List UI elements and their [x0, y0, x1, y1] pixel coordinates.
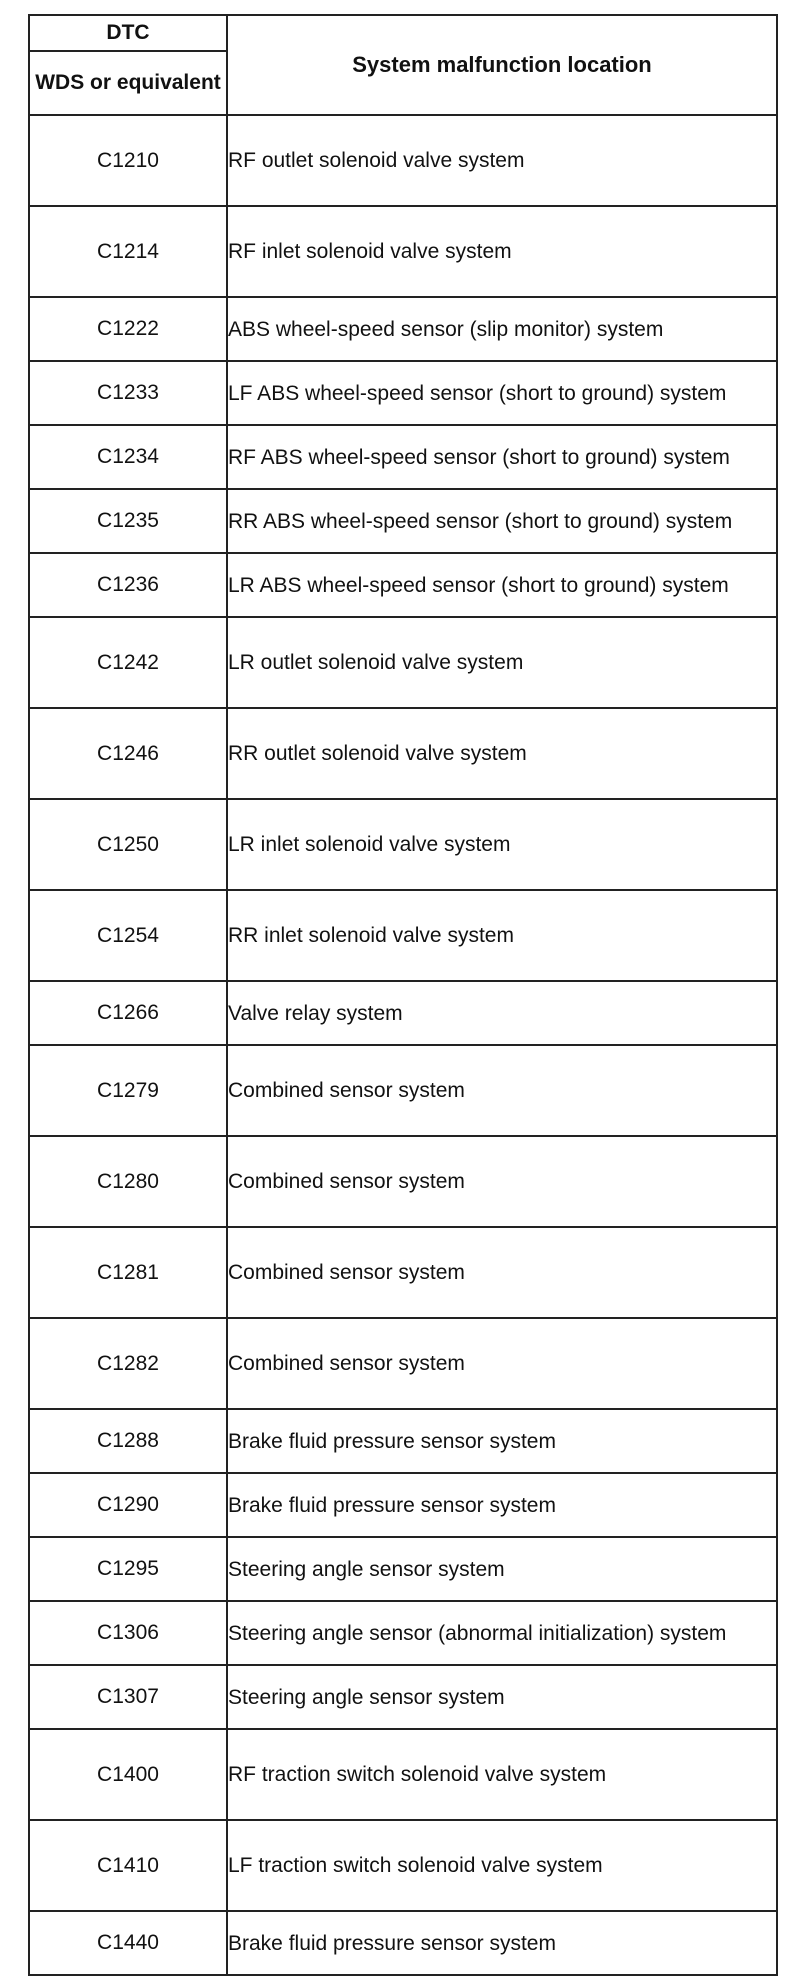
table-row: [29, 1820, 777, 1911]
malfunction-location-cell: RF ABS wheel-speed sensor (short to ground) system: [227, 425, 777, 489]
malfunction-location-cell: Valve relay system: [227, 981, 777, 1045]
dtc-code-cell: C1440: [29, 1911, 227, 1975]
malfunction-location-cell: Brake fluid pressure sensor system: [227, 1409, 777, 1473]
table-row: [29, 1729, 777, 1820]
dtc-code-cell: C1282: [29, 1318, 227, 1409]
table-row: [29, 981, 777, 1045]
table-row: [29, 1136, 777, 1227]
malfunction-location-cell: LR inlet solenoid valve system: [227, 799, 777, 890]
malfunction-location-cell: LR outlet solenoid valve system: [227, 617, 777, 708]
table-row: [29, 115, 777, 206]
malfunction-location-cell: Combined sensor system: [227, 1136, 777, 1227]
table-row: [29, 1473, 777, 1537]
dtc-code-cell: C1246: [29, 708, 227, 799]
dtc-code-cell: C1307: [29, 1665, 227, 1729]
dtc-code-cell: C1279: [29, 1045, 227, 1136]
table-row: [29, 708, 777, 799]
table-row: [29, 425, 777, 489]
dtc-code-cell: C1233: [29, 361, 227, 425]
dtc-code-cell: C1235: [29, 489, 227, 553]
dtc-code-cell: C1288: [29, 1409, 227, 1473]
dtc-table: [28, 14, 778, 1976]
header-wds: WDS or equivalent: [29, 51, 227, 115]
malfunction-location-cell: LF ABS wheel-speed sensor (short to ground) system: [227, 361, 777, 425]
dtc-code-cell: C1242: [29, 617, 227, 708]
dtc-code-cell: C1281: [29, 1227, 227, 1318]
dtc-code-cell: C1410: [29, 1820, 227, 1911]
table-row: [29, 890, 777, 981]
table-row: [29, 297, 777, 361]
table-row: [29, 799, 777, 890]
table-row: [29, 617, 777, 708]
dtc-code-cell: C1214: [29, 206, 227, 297]
malfunction-location-cell: RF inlet solenoid valve system: [227, 206, 777, 297]
table-row: [29, 1537, 777, 1601]
malfunction-location-cell: RF outlet solenoid valve system: [227, 115, 777, 206]
malfunction-location-cell: ABS wheel-speed sensor (slip monitor) system: [227, 297, 777, 361]
malfunction-location-cell: RR outlet solenoid valve system: [227, 708, 777, 799]
table-row: [29, 1409, 777, 1473]
malfunction-location-cell: Combined sensor system: [227, 1045, 777, 1136]
table-row: [29, 1227, 777, 1318]
malfunction-location-cell: Combined sensor system: [227, 1318, 777, 1409]
malfunction-location-cell: Combined sensor system: [227, 1227, 777, 1318]
malfunction-location-cell: Steering angle sensor (abnormal initialization) system: [227, 1601, 777, 1665]
malfunction-location-cell: RR ABS wheel-speed sensor (short to ground) system: [227, 489, 777, 553]
table-row: [29, 1911, 777, 1975]
dtc-code-cell: C1280: [29, 1136, 227, 1227]
malfunction-location-cell: LR ABS wheel-speed sensor (short to ground) system: [227, 553, 777, 617]
table-row: [29, 1601, 777, 1665]
malfunction-location-cell: Brake fluid pressure sensor system: [227, 1911, 777, 1975]
dtc-code-cell: C1290: [29, 1473, 227, 1537]
dtc-code-cell: C1234: [29, 425, 227, 489]
dtc-code-cell: C1295: [29, 1537, 227, 1601]
dtc-code-cell: C1210: [29, 115, 227, 206]
table-row: [29, 553, 777, 617]
table-row: [29, 1318, 777, 1409]
table-row: [29, 489, 777, 553]
dtc-code-cell: C1250: [29, 799, 227, 890]
table-row: [29, 1665, 777, 1729]
header-dtc: DTC: [29, 15, 227, 51]
malfunction-location-cell: Brake fluid pressure sensor system: [227, 1473, 777, 1537]
malfunction-location-cell: RR inlet solenoid valve system: [227, 890, 777, 981]
dtc-code-cell: C1222: [29, 297, 227, 361]
header-location: System malfunction location: [227, 15, 777, 115]
table-row: [29, 206, 777, 297]
dtc-code-cell: C1306: [29, 1601, 227, 1665]
table-row: [29, 361, 777, 425]
table-body: [29, 115, 777, 1975]
malfunction-location-cell: Steering angle sensor system: [227, 1537, 777, 1601]
dtc-code-cell: C1400: [29, 1729, 227, 1820]
malfunction-location-cell: LF traction switch solenoid valve system: [227, 1820, 777, 1911]
malfunction-location-cell: RF traction switch solenoid valve system: [227, 1729, 777, 1820]
dtc-code-cell: C1254: [29, 890, 227, 981]
dtc-code-cell: C1266: [29, 981, 227, 1045]
table-header: [29, 15, 777, 115]
dtc-code-cell: C1236: [29, 553, 227, 617]
table-row: [29, 1045, 777, 1136]
malfunction-location-cell: Steering angle sensor system: [227, 1665, 777, 1729]
